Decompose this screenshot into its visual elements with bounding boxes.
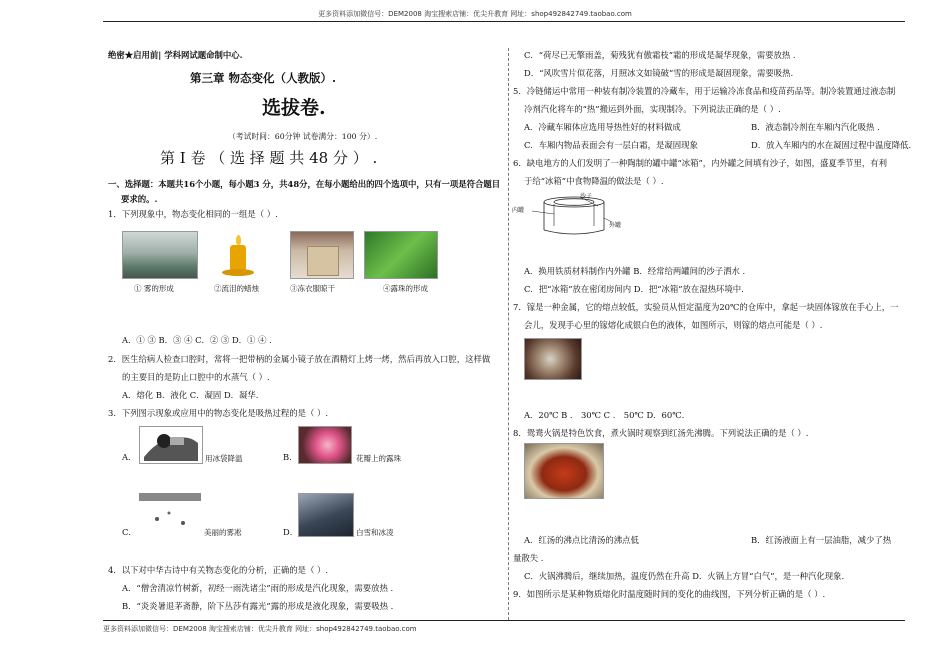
q5-stem-1: 5．冷链储运中常用一种装有制冷装置的冷藏车，用于运输冷冻食品和疫苗药品等。制冷装置通过液态制 — [513, 86, 896, 96]
intro-line1: 一、选择题：本题共16个小题，每小题3 分，共48分，在每小题给出的四个选项中，只有一项是符合题目 — [108, 179, 501, 189]
q6-options-cd: C．把“冰箱”放在密闭房间内 D．把“冰箱”放在湿热环境中. — [524, 284, 744, 294]
q9-stem: 9．如图所示是某种物质熔化时温度随时间的变化的曲线图，下列分析正确的是（ ）. — [513, 589, 826, 599]
q5-option-b: B．液态制冷剂在车厢内汽化吸热 . — [751, 122, 880, 132]
footer-note: 更多资料添加微信号：DEM2008 淘宝搜索店铺：优尖升教育 网址：shop492842749.taobao.com — [103, 625, 417, 633]
q3-a-caption: 用冰袋降温 — [205, 454, 243, 463]
q1-photo-candle — [218, 231, 258, 277]
q3-photo-rime — [139, 493, 201, 535]
q8-photo-hotpot — [524, 443, 604, 499]
q3-stem: 3．下列图示现象或应用中的物态变化是吸热过程的是（ ）. — [108, 408, 329, 418]
q3-c-label: C． — [122, 527, 137, 537]
q3-c-caption: 美丽的雾凇 — [204, 528, 242, 537]
q1-caption-4: ④露珠的形成 — [383, 284, 428, 293]
q6-stem-1: 6．缺电地方的人们发明了一种陶制的罐中罐“冰箱”，内外罐之间填有沙子，如图，盛夏季节里，有利 — [513, 158, 888, 168]
q2-stem-1: 2．医生给病人检查口腔时，常将一把带柄的金属小镜子放在酒精灯上烤一烤，然后再放入口腔，这样做 — [108, 354, 491, 364]
q4-option-d: D．“风吹雪片似花落，月照冰文如镜破”雪的形成是凝固现象，需要吸热. — [524, 68, 794, 78]
q2-stem-2: 的主要目的是防止口腔中的水蒸气（ ）. — [122, 372, 270, 382]
q4-option-b: B．“炎炎暑退茅斋静，阶下丛莎有露光”露的形成是液化现象，需要吸热 . — [122, 601, 394, 611]
q3-photo-snow-ice — [298, 493, 354, 537]
q4-stem: 4．以下对中华古诗中有关物态变化的分析，正确的是（ ）. — [108, 565, 329, 575]
q4-option-a: A．“僧舍清凉竹树新，初经一雨洗诸尘”雨的形成是汽化现象，需要放热 . — [122, 583, 394, 593]
q6-diagram — [522, 192, 614, 242]
q5-option-c: C．车厢内物品表面会有一层白霜，是凝固现象 — [524, 140, 698, 150]
q1-options: A．① ③ B．③ ④ C．② ③ D．① ④ . — [122, 335, 272, 345]
q4-option-c: C．“荷尽已无擎雨盖，菊残犹有傲霜枝”霜的形成是凝华现象，需要放热 . — [524, 50, 796, 60]
q5-option-d: D．放入车厢内的水在凝固过程中温度降低. — [751, 140, 912, 150]
q6-options-ab: A．换用铁质材料制作内外罐 B．经常给两罐间的沙子洒水 . — [524, 266, 746, 276]
q3-a-label: A． — [122, 452, 137, 462]
q1-stem: 1．下列现象中，物态变化相同的一组是（ ）. — [108, 209, 278, 219]
q3-b-caption: 花瓣上的露珠 — [356, 454, 401, 463]
q3-b-label: B． — [283, 452, 298, 462]
q6-label-inner: 内罐 — [512, 207, 525, 214]
q7-options: A．20℃ B ． 30℃ C ． 50℃ D．60℃. — [524, 410, 685, 420]
q8-option-a: A．红汤的沸点比清汤的沸点低 — [524, 535, 639, 545]
exam-meta: （考试时间：60分钟 试卷满分：100 分）. — [228, 132, 378, 141]
q8-option-b-cont: 量散失 . — [513, 553, 544, 563]
q1-photo-fog — [122, 231, 198, 279]
chapter-title: 第三章 物态变化（人教版）. — [190, 71, 337, 85]
header-note: 更多资料添加微信号：DEM2008 淘宝搜索店铺：优尖升教育 网址：shop492842749.taobao.com — [318, 10, 632, 18]
q1-caption-2: ②流泪的蜡烛 — [214, 284, 259, 293]
q7-photo-gallium — [524, 338, 582, 380]
q5-option-a: A．冷藏车厢体应选用导热性好的材料做成 — [524, 122, 681, 132]
column-divider — [508, 48, 509, 620]
section-title: 第 Ⅰ 卷 （ 选 择 题 共 48 分 ） . — [160, 149, 378, 167]
q8-stem: 8．鸳鸯火锅是特色饮食，煮火锅时观察到红汤先沸腾。下列说法正确的是（ ）. — [513, 428, 809, 438]
header-rule — [103, 21, 905, 22]
footer-rule — [103, 620, 905, 621]
q8-options-cd: C．火锅沸腾后，继续加热，温度仍然在升高 D．火锅上方冒“白气”，是一种汽化现象. — [524, 571, 845, 581]
q6-label-sand: 沙子 — [580, 193, 593, 200]
q1-photo-dew — [364, 231, 438, 279]
q5-stem-2: 冷剂汽化将车的“热”搬运到外面，实现制冷。下列说法正确的是（ ）. — [524, 104, 781, 114]
paper-title: 选拔卷. — [262, 97, 326, 119]
q1-photo-clothes — [290, 231, 354, 279]
q7-stem-2: 会儿，发现手心里的镓熔化成银白色的液体，如图所示，则镓的熔点可能是（ ）. — [524, 320, 823, 330]
q7-stem-1: 7．镓是一种金属，它的熔点较低，实验员从恒定温度为20℃的仓库中，拿起一块固体镓放在手心上，一 — [513, 302, 899, 312]
q6-stem-2: 于给“冰箱”中食物降温的做法是（ ）. — [524, 176, 664, 186]
q2-options: A．熔化 B．液化 C．凝固 D．凝华. — [122, 390, 259, 400]
q6-label-outer: 外罐 — [609, 222, 622, 229]
q3-d-label: D． — [283, 527, 299, 537]
q8-option-b: B．红汤液面上有一层油脂，减少了热 — [751, 535, 892, 545]
q3-photo-petal-dew — [298, 426, 352, 464]
q1-caption-3: ③冻衣服晾干 — [290, 284, 335, 293]
intro-line2: 要求的。. — [121, 194, 158, 204]
q1-caption-1: ① 雾的形成 — [134, 284, 174, 293]
q3-d-caption: 白雪和冰凌 — [356, 528, 394, 537]
q3-photo-icepack — [139, 426, 203, 464]
secret-line: 绝密★启用前| 学科网试题命制中心. — [108, 50, 243, 60]
